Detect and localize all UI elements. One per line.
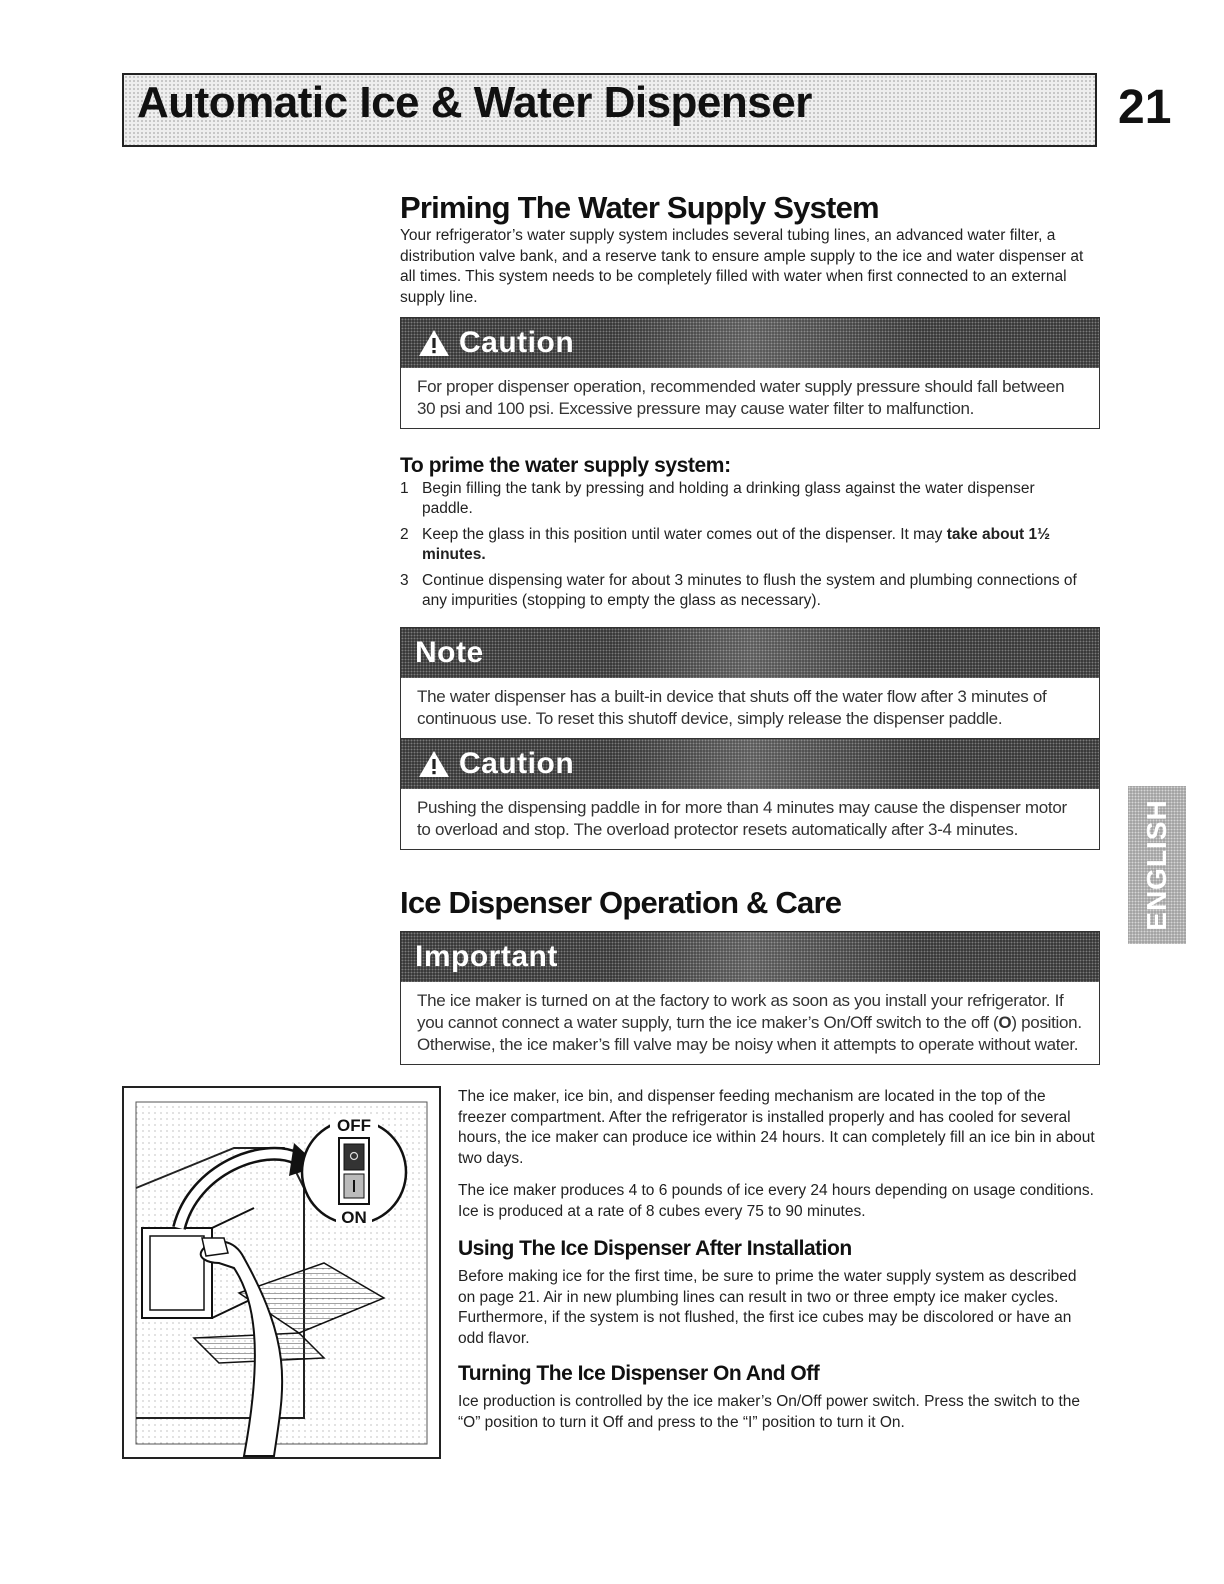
note-box: [400, 627, 1100, 739]
step-text: Continue dispensing water for about 3 minutes to flush the system and plumbing connections of any impurities (stopping to empty the glass as necessary).: [422, 572, 1077, 609]
step-number: 1: [400, 480, 409, 497]
step-emphasis: take about 1½ minutes.: [422, 526, 1051, 563]
steps-list: [400, 479, 1080, 617]
caution-band: [401, 739, 1099, 789]
warning-triangle-icon: [417, 749, 451, 779]
important-text-part: ) position. Otherwise, the ice maker’s fill valve may be noisy when it attempts to operate without water.: [417, 1013, 1082, 1054]
icemaker-illustration: [122, 1086, 441, 1459]
on-label: ON: [341, 1208, 367, 1227]
important-text: [401, 982, 1099, 1064]
priming-intro: Your refrigerator’s water supply system includes several tubing lines, an advanced water filter, a distribution valve bank, and a reserve tank to ensure ample supply to the ice and water dispenser at all times. This system needs to be completely filled with water when first connected to an external supply line.: [400, 227, 1084, 306]
step-text: Keep the glass in this position until water comes out of the dispenser. It may: [422, 526, 947, 543]
section-title-priming: Priming The Water Supply System: [400, 190, 879, 225]
ice-paragraph-2: The ice maker produces 4 to 6 pounds of ice every 24 hours depending on usage conditions. Ice is produced at a rate of 8 cubes every 75 to 90 minutes.: [458, 1182, 1094, 1220]
note-heading: Note: [415, 636, 484, 669]
caution-text: Pushing the dispensing paddle in for more than 4 minutes may cause the dispenser motor to overload and stop. The overload protector resets automatically after 3-4 minutes.: [417, 798, 1067, 839]
caution-text: For proper dispenser operation, recommended water supply pressure should fall between 30 psi and 100 psi. Excessive pressure may cause water filter to malfunction.: [417, 377, 1065, 418]
step-number: 3: [400, 572, 409, 589]
step-number: 2: [400, 526, 409, 543]
step-text: Begin filling the tank by pressing and holding a drinking glass against the water dispenser paddle.: [422, 480, 1035, 517]
page-title: Automatic Ice & Water Dispenser: [137, 78, 812, 127]
turning-text: Ice production is controlled by the ice maker’s On/Off power switch. Press the switch to the “O” position to turn it Off and press to the “I” position to turn it On.: [458, 1393, 1081, 1431]
icemaker-drawing: [124, 1088, 439, 1457]
important-text-bold: O: [998, 1013, 1012, 1032]
warning-triangle-icon: [417, 328, 451, 358]
list-item: [400, 525, 1080, 565]
caution-heading: Caution: [459, 747, 575, 780]
using-text: Before making ice for the first time, be sure to prime the water supply system as described on page 21. Air in new plumbing lines can result in two or three empty ice maker cycles. Furthermore, if the system is not flushed, the first ice cubes may be discolored or have an odd flavor.: [458, 1268, 1077, 1347]
caution-box-2: [400, 738, 1100, 850]
page-number: 21: [1118, 81, 1172, 134]
important-box: [400, 931, 1100, 1065]
caution-band: [401, 318, 1099, 368]
list-item: [400, 479, 1080, 519]
language-tab[interactable]: [1128, 786, 1186, 944]
ice-paragraph-1: The ice maker, ice bin, and dispenser feeding mechanism are located in the top of the freezer compartment. After the refrigerator is installed properly and has cooled for several hours, the ice maker can produce ice within 24 hours. It can completely fill an ice bin in about two days.: [458, 1088, 1095, 1167]
caution-heading: Caution: [459, 326, 575, 359]
off-label: OFF: [337, 1116, 371, 1135]
language-tab-label: ENGLISH: [1141, 799, 1172, 931]
note-text: The water dispenser has a built-in device that shuts off the water flow after 3 minutes of continuous use. To reset this shutoff device, simply release the dispenser paddle.: [417, 687, 1047, 728]
note-band: [401, 628, 1099, 678]
important-text-part: The ice maker is turned on at the factory to work as soon as you install your refrigerator. If you cannot connect a water supply, turn the ice maker’s On/Off switch to the off (: [417, 991, 1064, 1032]
subsection-title-using: Using The Ice Dispenser After Installation: [458, 1237, 852, 1260]
steps-title: To prime the water supply system:: [400, 454, 731, 477]
important-heading: Important: [415, 940, 558, 973]
subsection-title-turning: Turning The Ice Dispenser On And Off: [458, 1362, 820, 1385]
important-band: [401, 932, 1099, 982]
list-item: [400, 571, 1080, 611]
caution-box-1: [400, 317, 1100, 429]
section-title-ice: Ice Dispenser Operation & Care: [400, 885, 842, 920]
